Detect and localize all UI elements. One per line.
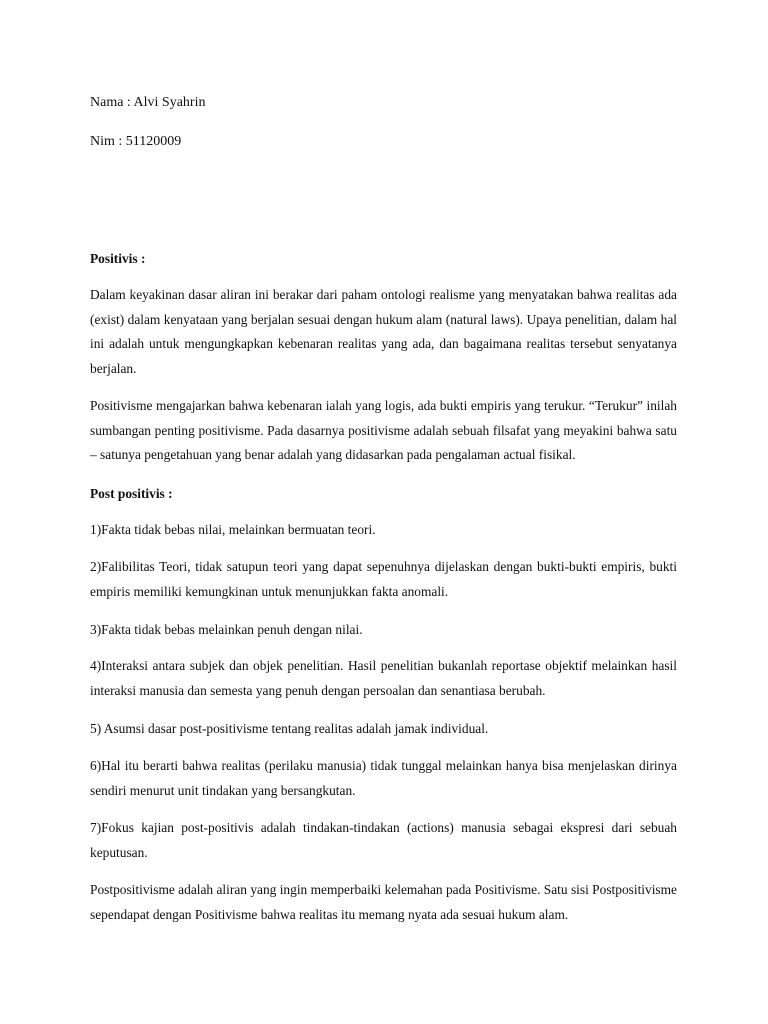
student-name-line: Nama : Alvi Syahrin — [90, 95, 206, 110]
post-positivis-item-6: 6)Hal itu berarti bahwa realitas (perilaku manusia) tidak tunggal melainkan hanya bisa menjelaskan dirinya sendiri menurut unit tindakan yang bersangkutan. — [90, 758, 677, 798]
post-positivis-item-4: 4)Interaksi antara subjek dan objek penelitian. Hasil penelitian bukanlah reportase objektif melainkan hasil interaksi manusia dan semesta yang penuh dengan persoalan dan senantiasa berubah. — [90, 658, 677, 698]
post-positivis-item-7: 7)Fokus kajian post-positivis adalah tindakan-tindakan (actions) manusia sebagai ekspresi dari sebuah keputusan. — [90, 820, 677, 860]
post-positivis-closing: Postpositivisme adalah aliran yang ingin memperbaiki kelemahan pada Positivisme. Satu sisi Postpositivisme sependapat dengan Positivisme bahwa realitas itu memang nyata ada sesuai hukum alam. — [90, 882, 677, 922]
post-positivis-item-1: 1)Fakta tidak bebas nilai, melainkan bermuatan teori. — [90, 522, 376, 537]
post-positivis-item-5: 5) Asumsi dasar post-positivisme tentang realitas adalah jamak individual. — [90, 721, 489, 736]
positivis-heading: Positivis : — [90, 251, 146, 266]
post-positivis-heading: Post positivis : — [90, 486, 173, 501]
student-nim-line: Nim : 51120009 — [90, 134, 182, 149]
positivis-paragraph-2: Positivisme mengajarkan bahwa kebenaran ialah yang logis, ada bukti empiris yang terukur. “Terukur” inilah sumbangan penting positivisme. Pada dasarnya positivisme adalah sebuah filsafat yang meyakini bahwa satu – satunya pengetahuan yang benar adalah yang didasarkan pada pengalaman actual fisikal. — [90, 398, 677, 462]
post-positivis-item-2: 2)Falibilitas Teori, tidak satupun teori yang dapat sepenuhnya dijelaskan dengan bukti-bukti empiris, bukti empiris memiliki kemungkinan untuk menunjukkan fakta anomali. — [90, 559, 677, 599]
positivis-paragraph-1: Dalam keyakinan dasar aliran ini berakar dari paham ontologi realisme yang menyatakan bahwa realitas ada (exist) dalam kenyataan yang berjalan sesuai dengan hukum alam (natural laws). Upaya penelitian, dalam hal ini adalah untuk mengungkapkan kebenaran realitas yang ada, dan bagaimana realitas tersebut senyatanya berjalan. — [90, 287, 677, 376]
post-positivis-item-3: 3)Fakta tidak bebas melainkan penuh dengan nilai. — [90, 622, 363, 637]
